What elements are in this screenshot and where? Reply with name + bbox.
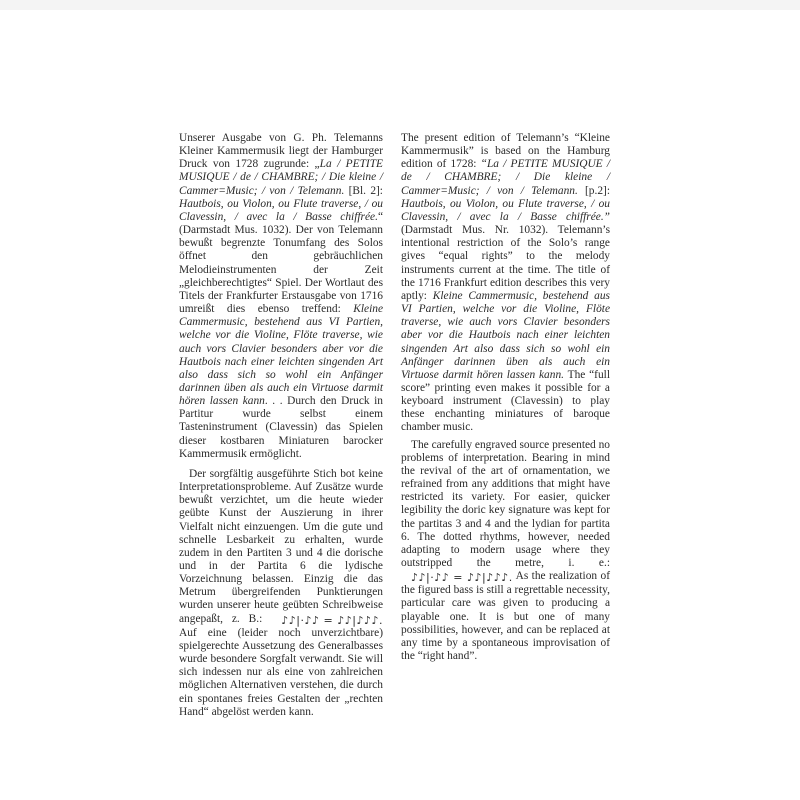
german-paragraph-1: Unserer Ausgabe von G. Ph. Telemanns Kleiner Kammermusik liegt der Hamburger Druck von 1728 zugrunde: „La / PETITE MUSIQUE / de / CHAMBRE; / Die kleine / Cammer=Music; / von / Telemann. [Bl. 2]: Hautbois, ou Violon, ou Flute traverse, / ou Clavessin, / avec la / Basse chiffrée.“ (Darmstadt Mus. 1032). Der von Telemann bewußt begrenzte Tonumfang des Solos öffnet den gebräuchlichen Melodieinstrumenten der Zeit „gleichberechtigtes“ Spiel. Der Wortlaut des Titels der Frankfurter Erstausgabe von 1716 umreißt dies ebenso treffend: Kleine Cammermusic, bestehend aus VI Partien, welche vor die Violine, Flöte traverse, wie auch vors Clavier besonders aber vor die Hautbois nach einer leichten singenden Art also dass sich so wohl ein Anfänger darinnen üben als auch ein Virtuose darmit hören lassen kann. . . Durch den Druck in Partitur wurde selbst einem Tasteninstrument (Clavessin) das Spielen dieser kostbaren Miniaturen barocker Kammermusik ermöglicht.	[179, 132, 383, 460]
english-column	[401, 132, 610, 663]
music-notation-example: ♪♪|·♪♪ = ♪♪|♪♪♪.	[411, 571, 513, 585]
german-column	[179, 132, 383, 719]
english-paragraph-2: The carefully engraved source presented no problems of interpretation. Bearing in mind the revival of the art of ornamentation, we refrained from any additions that might have restricted its variety. For easier, quicker legibility the doric key signature was kept for the partitas 3 and 4 and the lydian for partita 6. The dotted rhythms, however, needed adapting to modern usage where they outstripped the metre, i. e.: ♪♪|·♪♪ = ♪♪|♪♪♪. As the realization of the figured bass is still a regrettable necessity, particular care was given to producing a playable one. It is but one of many possibilities, however, and can be replaced at any time by a spontaneous improvisation of the “right hand”.	[401, 438, 610, 663]
german-paragraph-2: Der sorgfältig ausgeführte Stich bot keine Interpretationsprobleme. Auf Zusätze wurde bewußt verzichtet, um die heute wieder geübte Kunst der Auszierung in ihrer Vielfalt nicht einzuengen. Um die gute und schnelle Lesbarkeit zu erhalten, wurde zudem in den Partiten 3 und 4 die dorische und in der Partita 6 die lydische Vorzeichnung belassen. Einzig die das Metrum übergreifenden Punktierungen wurden unserer heute geübten Schreibweise angepaßt, z. B.: ♪♪|·♪♪ = ♪♪|♪♪♪. Auf eine (leider noch unverzichtbare) spielgerechte Aussetzung des Generalbasses wurde besondere Sorgfalt verwandt. Sie will sich indessen nur als eine von zahlreichen möglichen Alternativen verstehen, die durch ein spontanes freies Gestalten der „rechten Hand“ abgelöst werden kann.	[179, 467, 383, 718]
scan-top-strip	[0, 0, 800, 10]
music-notation-example: ♪♪|·♪♪ = ♪♪|♪♪♪.	[281, 613, 383, 627]
english-paragraph-1: The present edition of Telemann’s “Kleine Kammermusik” is based on the Hamburg edition of 1728: “La / PETITE MUSIQUE / de / CHAMBRE; / Die kleine / Cammer=Music; / von / Telemann. [p.2]: Hautbois, ou Violon, ou Flute traverse, / ou Clavessin, / avec la / Basse chiffrée.” (Darmstadt Mus. Nr. 1032). Telemann’s intentional restriction of the Solo’s range gives “equal rights” to the melody instruments current at the time. The title of the 1716 Frankfurt edition describes this very aptly: Kleine Cammermusic, bestehend aus VI Partien, welche vor die Violine, Flöte traverse, wie auch vors Clavier besonders aber vor die Hautbois nach einer leichten singenden Art also dass sich so wohl ein Anfänger darinnen üben als auch ein Virtuose darmit hören lassen kann. The “full score” printing even makes it possible for a keyboard instrument (Clavessin) to play these enchanting miniatures of baroque chamber music.	[401, 132, 610, 434]
